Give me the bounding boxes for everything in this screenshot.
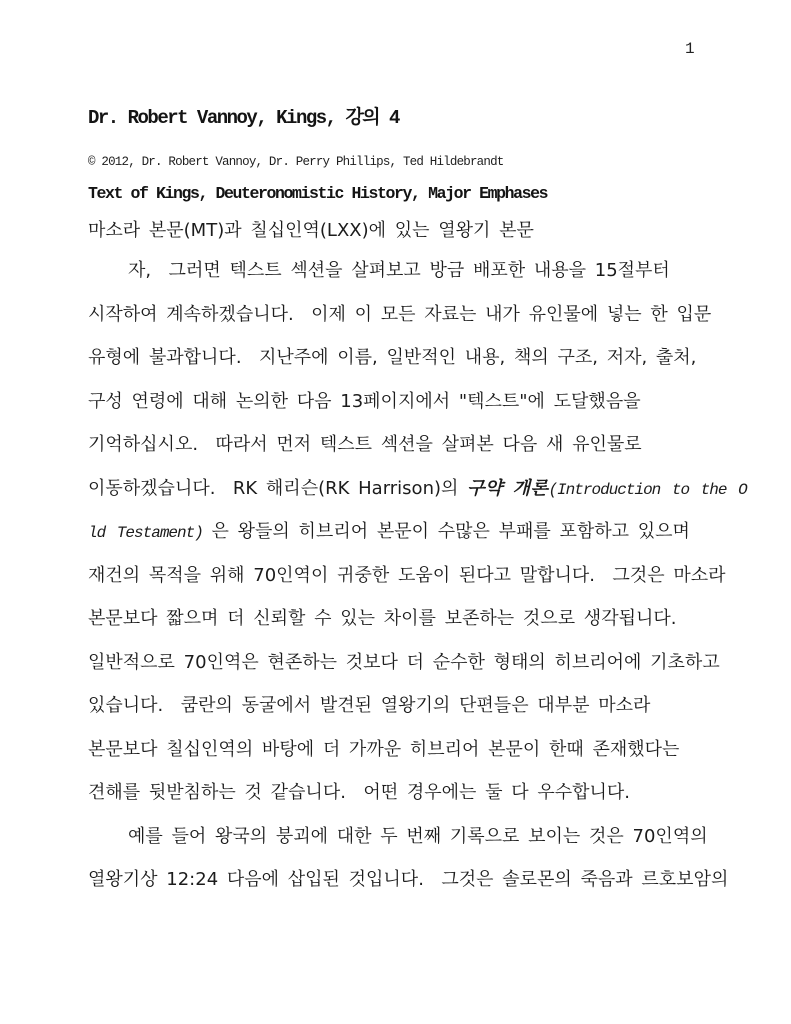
body-line xyxy=(88,336,756,380)
body-line xyxy=(88,684,756,728)
text-segment: 구성 연령에 대해 논의한 다음 13페이지에서 "텍스트"에 도달했음을 xyxy=(88,390,641,412)
text-segment: 일반적으로 70인역은 현존하는 것보다 더 순수한 형태의 히브리어에 기초하고 xyxy=(88,651,720,673)
book-title-korean: 구약 개론 xyxy=(467,477,549,499)
body-line xyxy=(88,380,756,424)
text-segment: 이동하겠습니다. RK 해리슨(RK Harrison)의 xyxy=(88,477,468,499)
doc-title: Dr. Robert Vannoy, Kings, 강의 4 xyxy=(88,107,399,129)
doc-subheading: 마소라 본문(MT)과 칠십인역(LXX)에 있는 열왕기 본문 xyxy=(88,220,534,241)
text-segment: 본문보다 칠십인역의 바탕에 더 가까운 히브리어 본문이 한때 존재했다는 xyxy=(88,738,680,760)
body-line xyxy=(88,554,756,598)
text-segment: 견해를 뒷받침하는 것 같습니다. 어떤 경우에는 둘 다 우수합니다. xyxy=(88,782,631,803)
body-line xyxy=(88,467,756,511)
book-title-english: ld Testament) xyxy=(88,524,203,542)
text-segment: 열왕기상 12:24 다음에 삽입된 것입니다. 그것은 솔로몬의 죽음과 르호보암의 xyxy=(88,869,729,890)
body-line xyxy=(88,858,756,902)
body-text xyxy=(88,249,756,902)
doc-heading: Text of Kings, Deuteronomistic History, Major Emphases xyxy=(88,184,548,203)
body-line xyxy=(88,728,756,772)
body-line xyxy=(88,293,756,337)
text-segment: 기억하십시오. 따라서 먼저 텍스트 섹션을 살펴본 다음 새 유인물로 xyxy=(88,434,642,455)
document-content xyxy=(88,106,756,902)
text-segment: 재건의 목적을 위해 70인역이 귀중한 도움이 된다고 말합니다. 그것은 마소라 xyxy=(88,564,726,586)
body-line xyxy=(88,510,756,554)
text-segment: 은 왕들의 히브리어 본문이 수많은 부패를 포함하고 있으며 xyxy=(202,521,690,542)
text-segment: 자, 그러면 텍스트 섹션을 살펴보고 방금 배포한 내용을 15절부터 xyxy=(128,260,670,281)
copyright-line: © 2012, Dr. Robert Vannoy, Dr. Perry Phillips, Ted Hildebrandt xyxy=(88,155,504,169)
text-segment: 본문보다 짧으며 더 신뢰할 수 있는 차이를 보존하는 것으로 생각됩니다. xyxy=(88,608,677,629)
body-line xyxy=(88,815,756,859)
text-segment: 유형에 불과합니다. 지난주에 이름, 일반적인 내용, 책의 구조, 저자, 출처, xyxy=(88,347,697,368)
text-segment: 시작하여 계속하겠습니다. 이제 이 모든 자료는 내가 유인물에 넣는 한 입문 xyxy=(88,303,712,325)
book-title-english: (Introduction to the O xyxy=(548,480,747,499)
body-line xyxy=(88,641,756,685)
text-segment: 있습니다. 쿰란의 동굴에서 발견된 열왕기의 단편들은 대부분 마소라 xyxy=(88,695,651,716)
body-line xyxy=(88,771,756,815)
text-segment: 예를 들어 왕국의 붕괴에 대한 두 번째 기록으로 보이는 것은 70인역의 xyxy=(128,825,708,847)
body-line xyxy=(88,597,756,641)
page-number: 1 xyxy=(685,40,695,58)
body-line xyxy=(88,249,756,293)
body-line xyxy=(88,423,756,467)
